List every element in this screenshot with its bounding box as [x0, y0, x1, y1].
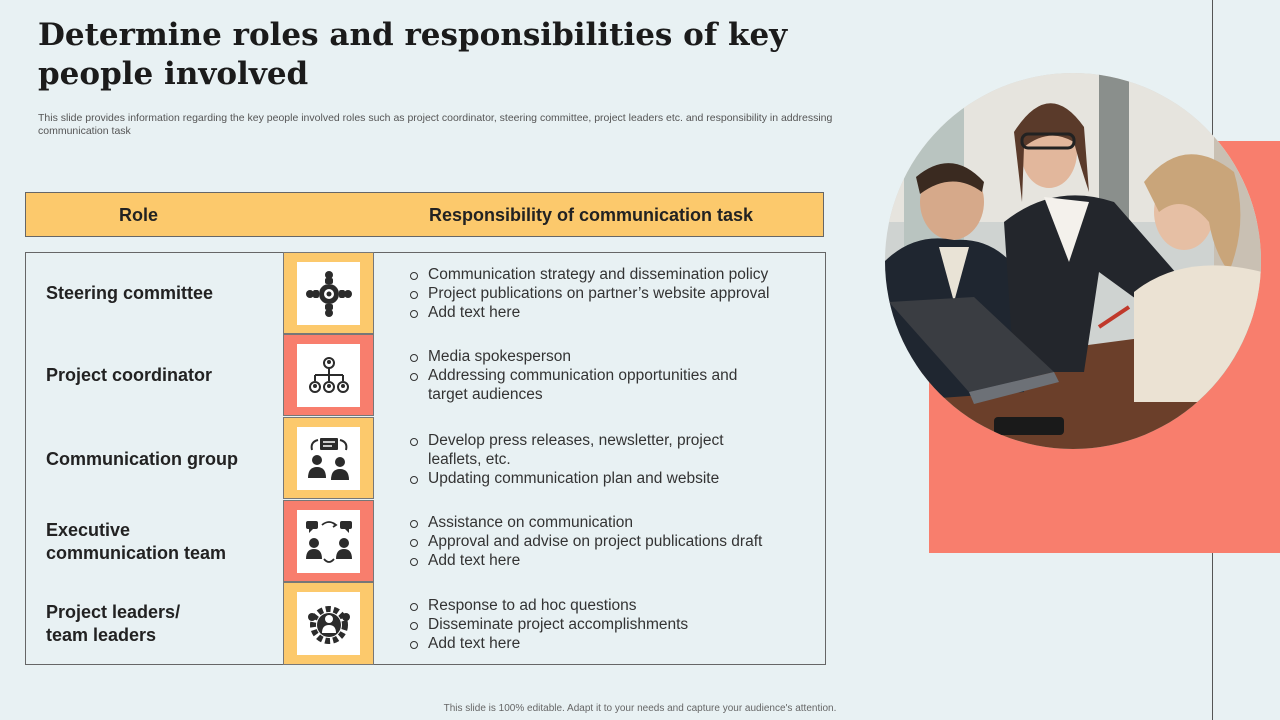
header-responsibility-label: Responsibility of communication task: [429, 205, 754, 225]
responsibility-list: [408, 265, 808, 322]
table-header: [25, 192, 824, 237]
header-role-label: Role: [119, 205, 159, 225]
conversation-icon: [302, 515, 356, 569]
responsibility-item: Project publications on partner’s website approval: [408, 284, 808, 303]
responsibility-item: Approval and advise on project publications draft: [408, 532, 808, 551]
icon-cell: [283, 500, 374, 582]
responsibility-item: Response to ad hoc questions: [408, 596, 808, 615]
responsibility-list: [408, 347, 768, 404]
role-project-coordinator: Project coordinator: [46, 365, 213, 385]
icon-cell: [283, 582, 374, 665]
responsibility-item: Communication strategy and dissemination policy: [408, 265, 808, 284]
responsibility-item: Disseminate project accomplishments: [408, 615, 808, 634]
footer-note: This slide is 100% editable. Adapt it to your needs and capture your audience's attention.: [443, 703, 837, 714]
role-communication-group: Communication group: [46, 449, 238, 469]
role-executive-communication-team: Executive communication team: [46, 520, 227, 563]
group-discussion-icon: [302, 432, 356, 486]
responsibility-item: Addressing communication opportunities and target audiences: [408, 366, 768, 404]
slide-subtitle: This slide provides information regarding the key people involved roles such as project coordinator, steering committee, project leaders etc. and responsibility in addressing communication task: [38, 112, 833, 137]
slide-title: Determine roles and responsibilities of key people involved: [38, 17, 788, 92]
responsibility-list: [408, 431, 768, 488]
responsibility-item: Add text here: [408, 303, 808, 322]
icon-cell: [283, 417, 374, 499]
responsibility-list: [408, 596, 808, 653]
responsibility-item: Updating communication plan and website: [408, 469, 768, 488]
responsibility-item: Add text here: [408, 551, 808, 570]
responsibility-item: Assistance on communication: [408, 513, 808, 532]
team-gear-icon: [302, 597, 356, 651]
meeting-table-icon: [302, 267, 356, 321]
responsibility-item: Media spokesperson: [408, 347, 768, 366]
role-project-leaders: Project leaders/ team leaders: [46, 602, 181, 645]
responsibility-item: Develop press releases, newsletter, project leaflets, etc.: [408, 431, 768, 469]
icon-cell: [283, 252, 374, 334]
icon-cell: [283, 334, 374, 416]
org-chart-icon: [302, 349, 356, 403]
responsibility-item: Add text here: [408, 634, 808, 653]
responsibility-list: [408, 513, 808, 570]
team-meeting-photo: [884, 72, 1262, 450]
role-steering-committee: Steering committee: [46, 283, 214, 303]
